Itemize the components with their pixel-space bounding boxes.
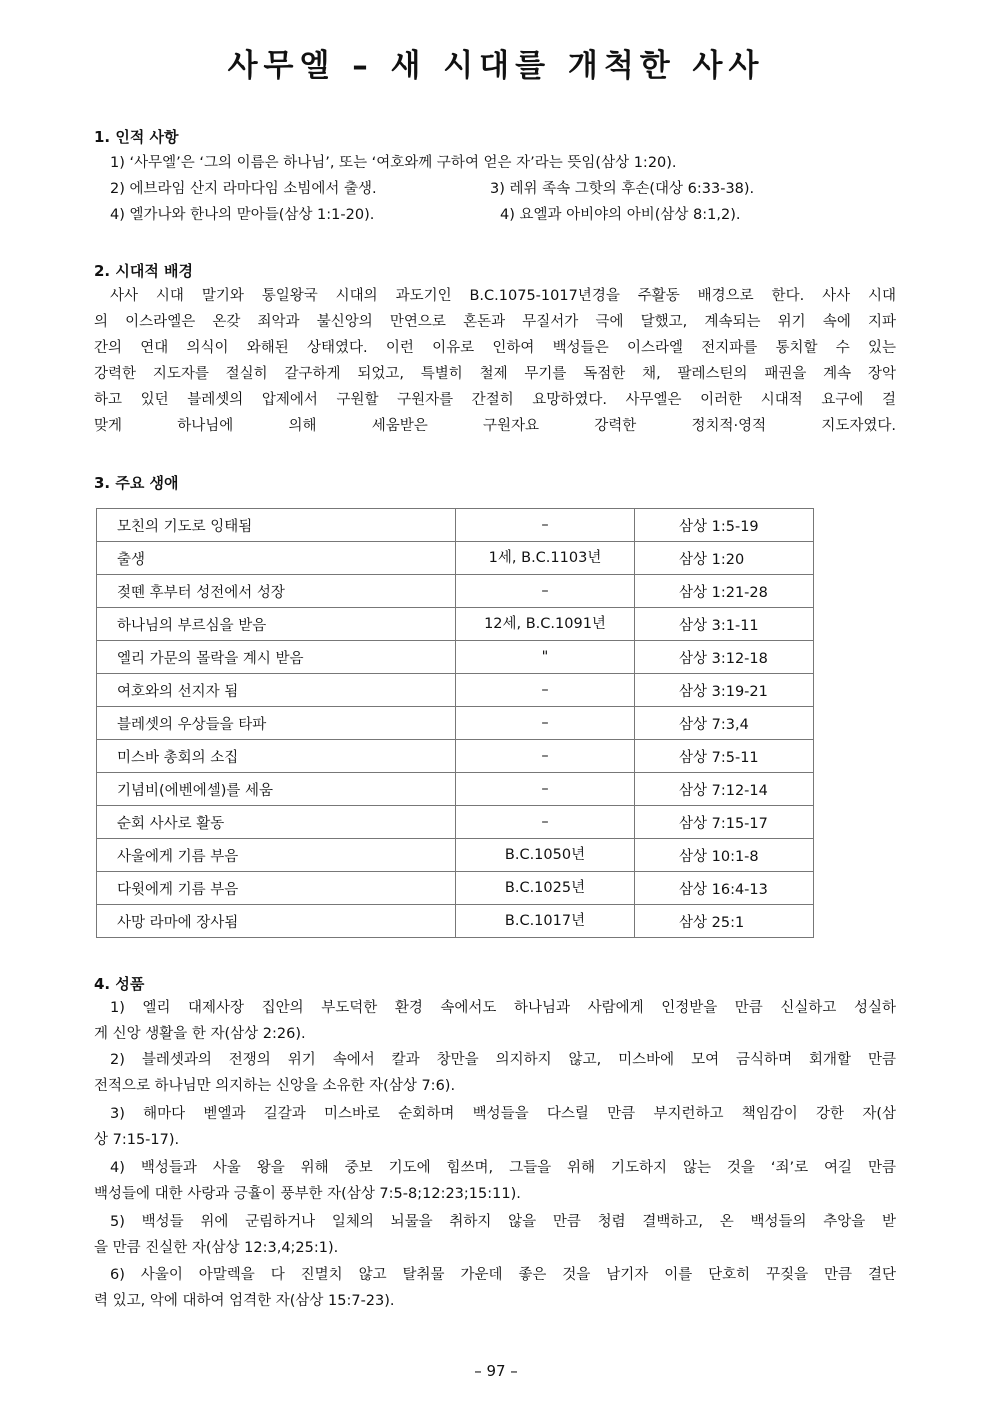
section-heading-character: 4. 성품 bbox=[94, 975, 145, 993]
reference-cell: 삼상 16:4-13 bbox=[679, 881, 768, 898]
table-row bbox=[97, 508, 813, 541]
character-line: 력 있고, 악에 대하여 엄격한 자(삼상 15:7-23). bbox=[94, 1293, 395, 1309]
event-cell: 젖뗀 후부터 성전에서 성장 bbox=[117, 584, 285, 601]
date-cell: – bbox=[455, 674, 635, 706]
table-row bbox=[97, 904, 813, 937]
reference-cell: 삼상 7:3,4 bbox=[679, 716, 749, 733]
date-cell: – bbox=[455, 740, 635, 772]
background-line: 간의 연대 의식이 와해된 상태였다. 이런 이유로 인하여 백성들은 이스라엘 전지파를 통치할 수 있는 bbox=[94, 340, 896, 356]
personal-line-3b: 4) 요엘과 아비야의 아비(삼상 8:1,2). bbox=[500, 207, 741, 223]
character-line: 전적으로 하나님만 의지하는 신앙을 소유한 자(삼상 7:6). bbox=[94, 1078, 456, 1094]
event-cell: 여호와의 선지자 됨 bbox=[117, 683, 239, 700]
table-row bbox=[97, 673, 813, 706]
date-cell: B.C.1025년 bbox=[455, 872, 635, 904]
reference-cell: 삼상 3:1-11 bbox=[679, 617, 759, 634]
event-cell: 기념비(에벤에셀)를 세움 bbox=[117, 782, 273, 799]
date-cell: 12세, B.C.1091년 bbox=[455, 608, 635, 640]
event-cell: 출생 bbox=[117, 551, 146, 568]
date-cell: – bbox=[455, 773, 635, 805]
personal-line-2b: 3) 레위 족속 그핫의 후손(대상 6:33-38). bbox=[490, 181, 755, 197]
event-cell: 엘리 가문의 몰락을 계시 받음 bbox=[117, 650, 304, 667]
background-line: 의 이스라엘은 온갖 죄악과 불신앙의 만연으로 혼돈과 무질서가 극에 달했고, 계속되는 위기 속에 지파 bbox=[94, 314, 896, 330]
event-cell: 미스바 총회의 소집 bbox=[117, 749, 239, 766]
table-row bbox=[97, 706, 813, 739]
date-cell: B.C.1017년 bbox=[455, 905, 635, 937]
event-cell: 블레셋의 우상들을 타파 bbox=[117, 716, 267, 733]
event-cell: 순회 사사로 활동 bbox=[117, 815, 225, 832]
section-heading-life: 3. 주요 생애 bbox=[94, 474, 179, 492]
personal-line-3a: 4) 엘가나와 한나의 맏아들(삼상 1:1-20). bbox=[110, 207, 375, 223]
reference-cell: 삼상 25:1 bbox=[679, 914, 745, 931]
reference-cell: 삼상 3:12-18 bbox=[679, 650, 768, 667]
section-heading-personal: 1. 인적 사항 bbox=[94, 128, 179, 146]
character-line: 상 7:15-17). bbox=[94, 1132, 180, 1148]
date-cell: – bbox=[455, 707, 635, 739]
date-cell: B.C.1050년 bbox=[455, 839, 635, 871]
character-line: 1) 엘리 대제사장 집안의 부도덕한 환경 속에서도 하나님과 사람에게 인정받을 만큼 신실하고 성실하 bbox=[110, 1000, 896, 1016]
table-row bbox=[97, 739, 813, 772]
reference-cell: 삼상 7:12-14 bbox=[679, 782, 768, 799]
reference-cell: 삼상 1:20 bbox=[679, 551, 745, 568]
date-cell: 1세, B.C.1103년 bbox=[455, 542, 635, 574]
table-row bbox=[97, 607, 813, 640]
event-cell: 사울에게 기름 부음 bbox=[117, 848, 239, 865]
date-cell: – bbox=[455, 509, 635, 541]
character-line: 백성들에 대한 사랑과 긍휼이 풍부한 자(삼상 7:5-8;12:23;15:11). bbox=[94, 1186, 521, 1202]
character-line: 을 만큼 진실한 자(삼상 12:3,4;25:1). bbox=[94, 1240, 339, 1256]
event-cell: 다윗에게 기름 부음 bbox=[117, 881, 239, 898]
page-number: – 97 – bbox=[474, 1362, 518, 1380]
background-line: 사사 시대 말기와 통일왕국 시대의 과도기인 B.C.1075-1017년경을 주활동 배경으로 한다. 사사 시대 bbox=[110, 288, 896, 304]
table-row bbox=[97, 640, 813, 673]
character-line: 게 신앙 생활을 한 자(삼상 2:26). bbox=[94, 1026, 306, 1042]
page-title: 사무엘 – 새 시대를 개척한 사사 bbox=[227, 48, 765, 84]
character-line: 4) 백성들과 사울 왕을 위해 중보 기도에 힘쓰며, 그들을 위해 기도하지 않는 것을 ‘죄’로 여길 만큼 bbox=[110, 1160, 896, 1176]
reference-cell: 삼상 3:19-21 bbox=[679, 683, 768, 700]
background-line: 맞게 하나님에 의해 세움받은 구원자요 강력한 정치적·영적 지도자였다. bbox=[94, 418, 896, 434]
background-line: 강력한 지도자를 절실히 갈구하게 되었고, 특별히 철제 무기를 독점한 채, 팔레스틴의 패권을 계속 장악 bbox=[94, 366, 896, 382]
date-cell: – bbox=[455, 575, 635, 607]
life-events-table bbox=[96, 508, 814, 938]
character-line: 5) 백성들 위에 군림하거나 일체의 뇌물을 취하지 않을 만큼 청렴 결백하고, 온 백성들의 추앙을 받 bbox=[110, 1214, 896, 1230]
table-row bbox=[97, 574, 813, 607]
event-cell: 사망 라마에 장사됨 bbox=[117, 914, 239, 931]
event-cell: 모친의 기도로 잉태됨 bbox=[117, 518, 253, 535]
date-cell: – bbox=[455, 806, 635, 838]
reference-cell: 삼상 10:1-8 bbox=[679, 848, 759, 865]
table-row bbox=[97, 805, 813, 838]
table-row bbox=[97, 871, 813, 904]
reference-cell: 삼상 1:5-19 bbox=[679, 518, 759, 535]
reference-cell: 삼상 1:21-28 bbox=[679, 584, 768, 601]
event-cell: 하나님의 부르심을 받음 bbox=[117, 617, 267, 634]
character-line: 6) 사울이 아말렉을 다 진멸치 않고 탈취물 가운데 좋은 것을 남기자 이를 단호히 꾸짖을 만큼 결단 bbox=[110, 1267, 896, 1283]
character-line: 2) 블레셋과의 전쟁의 위기 속에서 칼과 창만을 의지하지 않고, 미스바에 모여 금식하며 회개할 만큼 bbox=[110, 1052, 896, 1068]
personal-line-1: 1) ‘사무엘’은 ‘그의 이름은 하나님’, 또는 ‘여호와께 구하여 얻은 자’라는 뜻임(삼상 1:20). bbox=[110, 155, 677, 171]
table-row bbox=[97, 772, 813, 805]
background-line: 하고 있던 블레셋의 압제에서 구원할 구원자를 간절히 요망하였다. 사무엘은 이러한 시대적 요구에 걸 bbox=[94, 392, 896, 408]
table-row bbox=[97, 838, 813, 871]
section-heading-background: 2. 시대적 배경 bbox=[94, 262, 194, 280]
character-line: 3) 해마다 벧엘과 길갈과 미스바로 순회하며 백성들을 다스릴 만큼 부지런하고 책임감이 강한 자(삼 bbox=[110, 1106, 896, 1122]
date-cell: " bbox=[455, 641, 635, 673]
personal-line-2a: 2) 에브라임 산지 라마다임 소빔에서 출생. bbox=[110, 181, 377, 197]
reference-cell: 삼상 7:5-11 bbox=[679, 749, 759, 766]
reference-cell: 삼상 7:15-17 bbox=[679, 815, 768, 832]
table-row bbox=[97, 541, 813, 574]
